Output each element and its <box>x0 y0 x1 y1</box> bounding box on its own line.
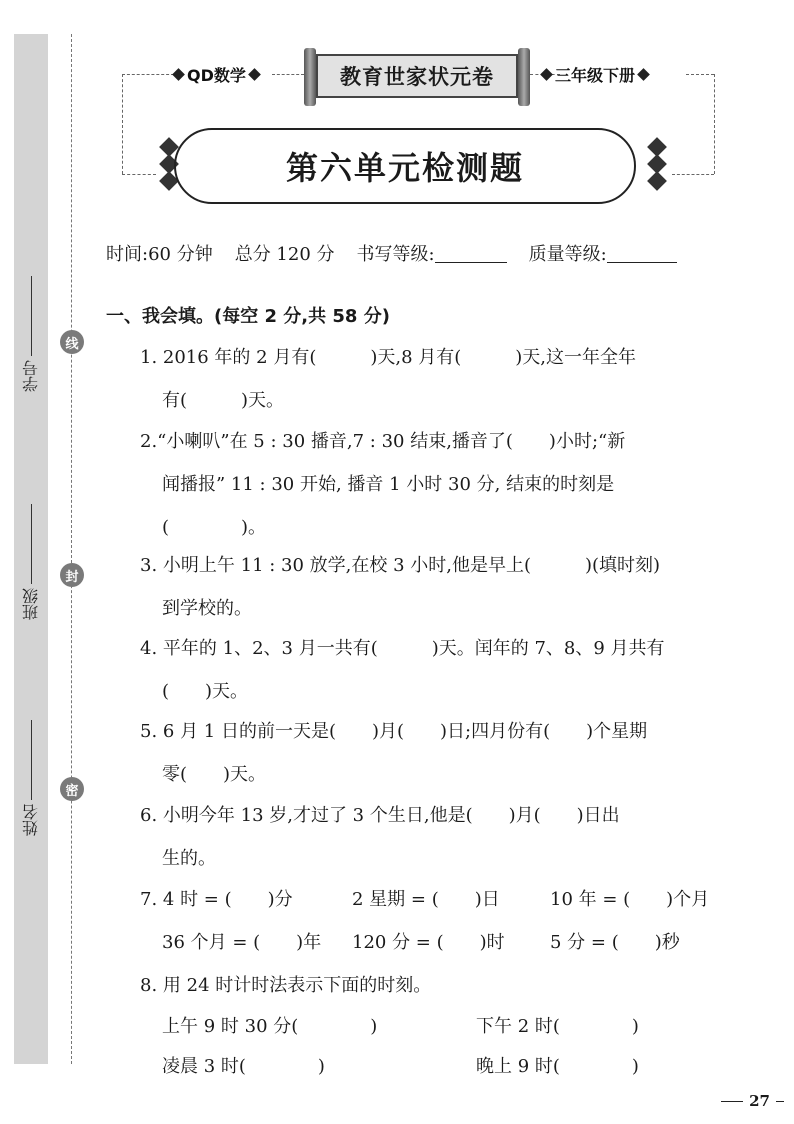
diamond-stack-right <box>650 140 664 188</box>
time-text: 时间:60 分钟 <box>106 244 213 265</box>
question-6 <box>140 794 730 880</box>
question-4-line-2: ( )天。 <box>162 681 249 702</box>
question-7b: 2 星期 = ( )日 <box>352 889 500 910</box>
brand-scroll <box>304 48 530 106</box>
quality-grade-label: 质量等级: <box>528 244 607 265</box>
question-2-line-1: 2.“小喇叭”在 5 : 30 播音,7 : 30 结束,播音了( )小时;“新 <box>140 431 626 452</box>
question-2-line-2: 闻播报” 11 : 30 开始, 播音 1 小时 30 分, 结束的时刻是 <box>162 474 615 495</box>
name-label: 姓名 <box>21 804 41 836</box>
question-7f: 5 分 = ( )秒 <box>550 932 680 953</box>
header-dash-left <box>122 74 174 75</box>
question-6-line-2: 生的。 <box>162 848 216 869</box>
question-3-line-2: 到学校的。 <box>162 598 252 619</box>
question-4-line-1: 4. 平年的 1、2、3 月一共有( )天。闰年的 7、8、9 月共有 <box>140 638 665 659</box>
header-dash-right <box>686 74 714 75</box>
diamond-icon <box>637 68 650 81</box>
question-2-line-3: ( )。 <box>162 517 267 538</box>
cut-line <box>71 34 72 1064</box>
header-dash-right-b <box>672 174 714 175</box>
question-8d: 晚上 9 时( ) <box>476 1056 639 1077</box>
question-5-line-1: 5. 6 月 1 日的前一天是( )月( )日;四月份有( )个星期 <box>140 721 648 742</box>
question-5 <box>140 710 730 796</box>
question-1-line-2: 有( )天。 <box>162 390 285 411</box>
question-4 <box>140 627 730 713</box>
section-title: 一、我会填。(每空 2 分,共 58 分) <box>106 306 390 327</box>
title-banner <box>174 128 636 204</box>
seal-xian: 线 <box>60 330 84 354</box>
student-no-field[interactable] <box>14 232 48 392</box>
subject-tag <box>174 63 259 86</box>
writing-grade-blank[interactable] <box>435 244 507 263</box>
page-number-text: 27 <box>749 1092 770 1110</box>
question-8b: 下午 2 时( ) <box>476 1016 639 1037</box>
class-label: 班级 <box>21 588 41 620</box>
brand-title: 教育世家状元卷 <box>316 54 518 98</box>
question-5-line-2: 零( )天。 <box>162 764 267 785</box>
grade-tag <box>542 63 648 86</box>
question-2 <box>140 420 730 549</box>
question-8c: 凌晨 3 时( ) <box>162 1056 325 1077</box>
header-dash-left-b <box>122 174 156 175</box>
diamond-icon <box>540 68 553 81</box>
question-7c: 10 年 = ( )个月 <box>550 889 710 910</box>
header-dash-right-v <box>714 74 715 174</box>
quality-grade-blank[interactable] <box>607 244 677 263</box>
seal-mi: 密 <box>60 777 84 801</box>
exam-info <box>106 240 736 266</box>
question-8a: 上午 9 时 30 分( ) <box>162 1016 378 1037</box>
question-3 <box>140 544 730 630</box>
question-7d: 36 个月 = ( )年 <box>162 932 322 953</box>
scroll-rod-left <box>304 48 316 106</box>
grade-tag-text: 三年级下册 <box>555 66 636 85</box>
page-title: 第六单元检测题 <box>285 149 524 187</box>
student-no-label: 学号 <box>21 360 41 392</box>
total-text: 总分 120 分 <box>234 244 335 265</box>
question-3-line-1: 3. 小明上午 11 : 30 放学,在校 3 小时,他是早上( )(填时刻) <box>140 555 661 576</box>
name-field[interactable] <box>14 676 48 836</box>
question-7a: 7. 4 时 = ( )分 <box>140 889 293 910</box>
question-7e: 120 分 = ( )时 <box>352 932 505 953</box>
question-1 <box>140 336 730 422</box>
diamond-icon <box>172 68 185 81</box>
writing-grade-label: 书写等级: <box>356 244 435 265</box>
question-6-line-1: 6. 小明今年 13 岁,才过了 3 个生日,他是( )月( )日出 <box>140 805 620 826</box>
header-dash-left-v <box>122 74 123 174</box>
scroll-rod-right <box>518 48 530 106</box>
page-number <box>721 1092 784 1110</box>
class-field[interactable] <box>14 460 48 620</box>
diamond-icon <box>248 68 261 81</box>
seal-feng: 封 <box>60 563 84 587</box>
subject-tag-text: QD数学 <box>187 66 246 85</box>
question-8-stem: 8. 用 24 时计时法表示下面的时刻。 <box>140 975 432 996</box>
header-dash-mid-left <box>272 74 304 75</box>
question-1-line-1: 1. 2016 年的 2 月有( )天,8 月有( )天,这一年全年 <box>140 347 637 368</box>
